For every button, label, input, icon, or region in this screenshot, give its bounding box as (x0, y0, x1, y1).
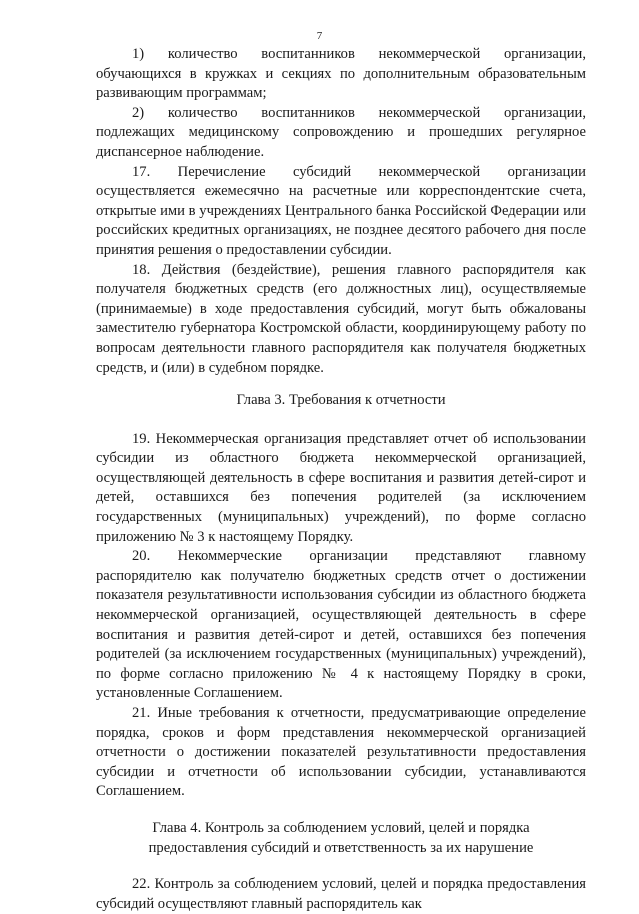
paragraph-item-2: 2) количество воспитанников некоммерческой организации, подлежащих медицинскому сопровождению и прошедших регулярное диспансерное наблюдение. (96, 104, 586, 160)
document-body (96, 45, 586, 914)
chapter-4-heading-line-2: предоставления субсидий и ответственность за их нарушение (148, 839, 534, 856)
chapter-4-heading-line-1: Глава 4. Контроль за соблюдением условий, целей и порядка (152, 819, 530, 836)
paragraph-20: 20. Некоммерческие организации представляют главному распорядителю как получателю бюджетных средств отчет о достижении показателя результативности использования субсидии из областного бюджета некоммерческой организацией, осуществляющей деятельность в сфере воспитания и развития детей-сирот и детей, оставшихся без попечения родителей (за исключением государственных (муниципальных) учреждений), по форме согласно приложению № 4 к настоящему Порядку в сроки, установленные Соглашением. (96, 548, 586, 702)
paragraph-22: 22. Контроль за соблюдением условий, целей и порядка предоставления субсидий осуществляют главный распорядитель как (96, 876, 586, 912)
paragraph-18: 18. Действия (бездействие), решения главного распорядителя как получателя бюджетных средств (его должностных лиц), осуществляемые (принимаемые) в ходе предоставления субсидий, могут быть обжалованы заместителю губернатора Костромской области, координирующему работу по вопросам деятельности главного распорядителя как получателя бюджетных средств, и (или) в судебном порядке. (96, 261, 586, 376)
spacer (96, 802, 586, 819)
paragraph-item-1: 1) количество воспитанников некоммерческой организации, обучающихся в кружках и секциях по дополнительным образовательным развивающим программам; (96, 46, 586, 102)
chapter-3-heading: Глава 3. Требования к отчетности (236, 392, 446, 409)
paragraph-17: 17. Перечисление субсидий некоммерческой организации осуществляется ежемесячно на расчетные или корреспондентские счета, открытые ими в учреждениях Центрального банка Российской Федерации или российских кредитных организациях, не позднее десятого рабочего дня после принятия решения о предоставлении субсидии. (96, 163, 586, 258)
spacer (96, 378, 586, 391)
spacer (96, 411, 586, 430)
paragraph-19: 19. Некоммерческая организация представляет отчет об использовании субсидии из областного бюджета некоммерческой организацией, осуществляющей деятельность в сфере воспитания и развития детей-сирот и детей, оставшихся без попечения родителей (за исключением государственных (муниципальных) учреждений), по форме согласно приложению № 3 к настоящему Порядку. (96, 430, 586, 545)
spacer (96, 858, 586, 875)
page-number: 7 (316, 30, 323, 42)
paragraph-21: 21. Иные требования к отчетности, предусматривающие определение порядка, сроков и форм представления некоммерческой организацией отчетности о достижении показателей результативности предоставления субсидии и отчетности об использовании субсидии, устанавливаются Соглашением. (96, 705, 586, 800)
